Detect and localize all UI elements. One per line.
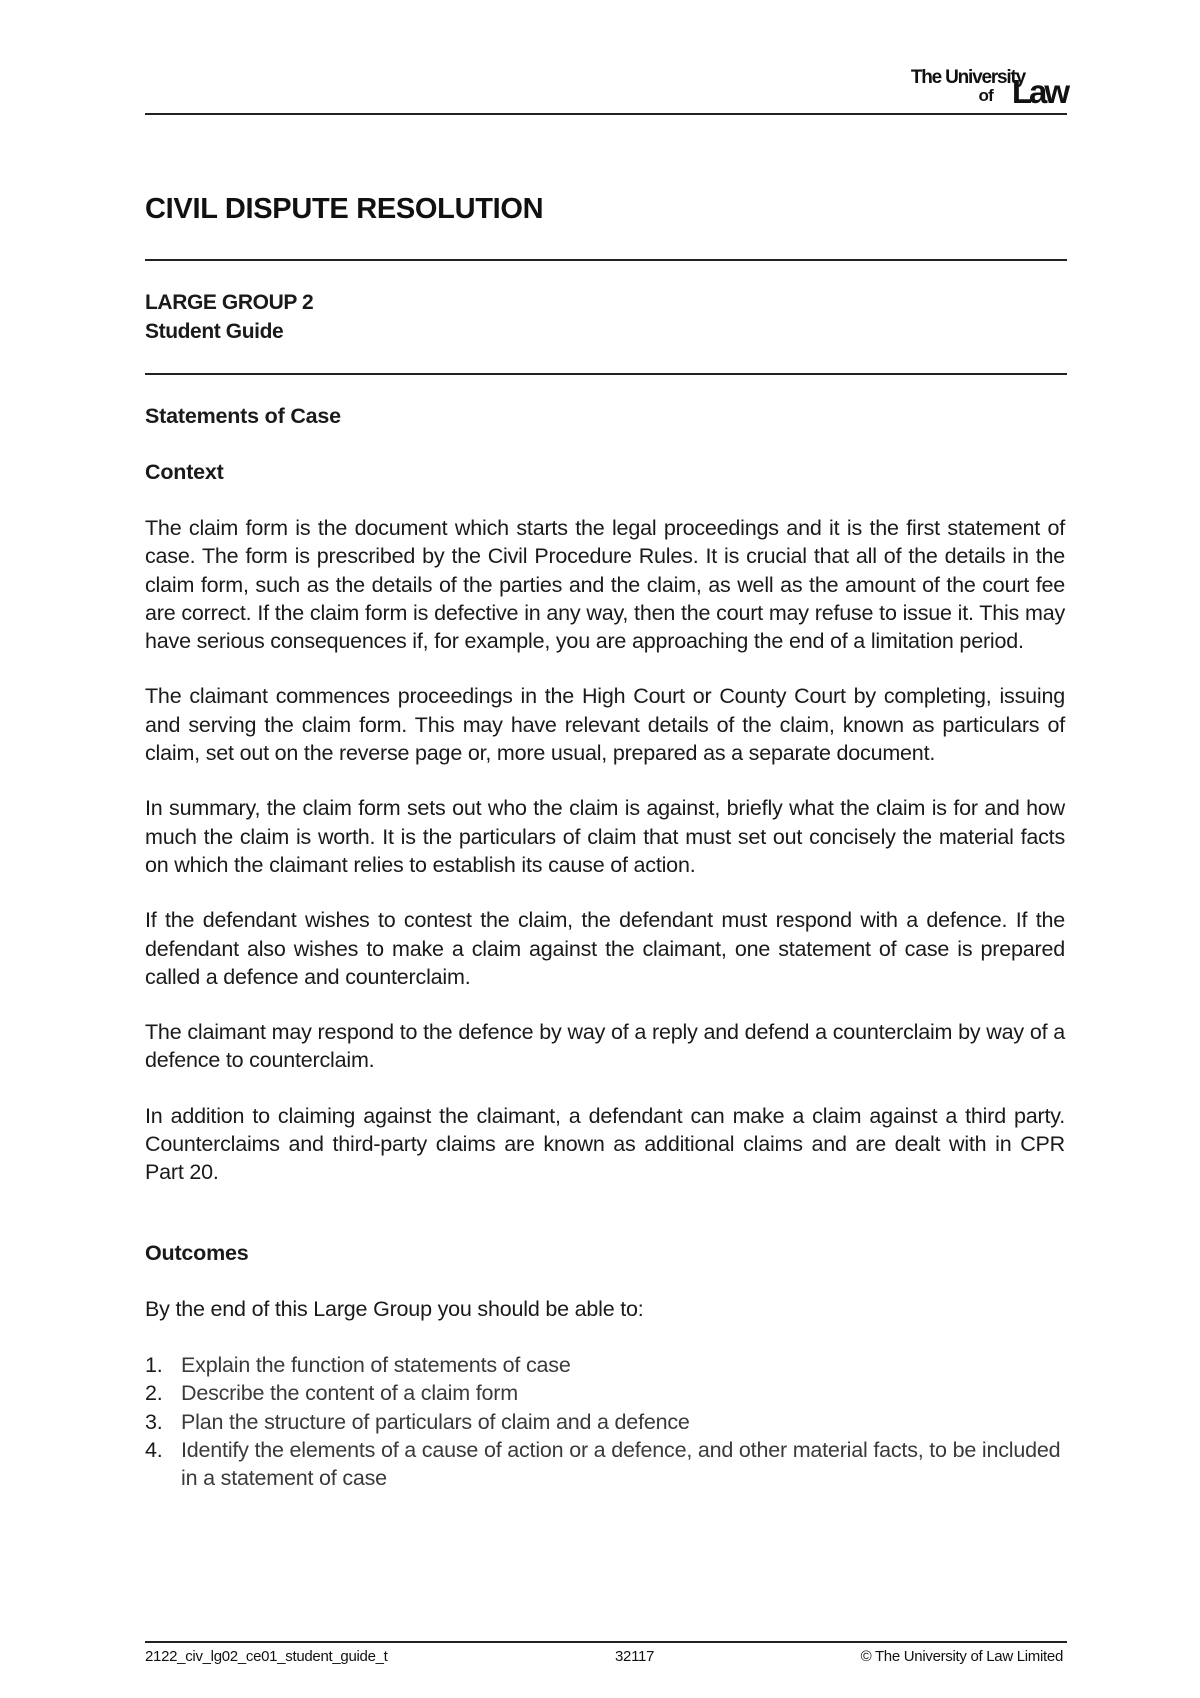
context-heading: Context <box>145 460 224 484</box>
footer-divider <box>145 1641 1067 1643</box>
title-divider <box>145 259 1067 261</box>
footer-code: 32117 <box>615 1648 655 1665</box>
document-body <box>145 402 1065 1492</box>
paragraph: In addition to claiming against the claimant, a defendant can make a claim against a third party. Counterclaims and third-party claims are known as additional claims and are dealt with in CPR Part 20. <box>145 1103 1065 1185</box>
logo-text-law: Law <box>1011 73 1067 110</box>
outcome-item <box>145 1408 1065 1436</box>
paragraph: The claimant commences proceedings in the High Court or County Court by completing, issuing and serving the claim form. This may have relevant details of the claim, known as particulars of claim, set out on the reverse page or, more usual, prepared as a separate document. <box>145 684 1065 766</box>
guide-label: Student Guide <box>145 320 284 343</box>
paragraph: In summary, the claim form sets out who the claim is against, briefly what the claim is for and how much the claim is worth. It is the particulars of claim that must set out concisely the material facts on which the claimant relies to establish its cause of action. <box>145 796 1065 877</box>
logo-text-of: of <box>978 86 993 105</box>
outcomes-heading: Outcomes <box>145 1240 249 1265</box>
header-divider <box>145 113 1067 115</box>
group-heading-block <box>145 288 313 346</box>
paragraph: The claim form is the document which starts the legal proceedings and it is the first statement of case. The form is prescribed by the Civil Procedure Rules. It is crucial that all of the details in the claim form, such as the details of the parties and the claim, as well as the amount of the court fee are correct. If the claim form is defective in any way, then the court may refuse to issue it. This may have serious consequences if, for example, you are approaching the end of a limitation period. <box>145 516 1065 654</box>
outcome-text: Plan the structure of particulars of claim and a defence <box>181 1409 690 1434</box>
footer-copyright: © The University of Law Limited <box>860 1648 1063 1665</box>
outcome-number: 3. <box>145 1409 163 1434</box>
outcome-item <box>145 1379 1065 1407</box>
paragraph: If the defendant wishes to contest the claim, the defendant must respond with a defence. If the defendant also wishes to make a claim against the claimant, one statement of case is prepared called a defence and counterclaim. <box>145 908 1065 989</box>
paragraph: The claimant may respond to the defence by way of a reply and defend a counterclaim by way of a defence to counterclaim. <box>145 1020 1065 1073</box>
logo-text-the-university: The University <box>910 67 1025 88</box>
outcome-item <box>145 1436 1065 1493</box>
group-label: LARGE GROUP 2 <box>145 291 314 314</box>
outcome-number: 4. <box>145 1437 163 1462</box>
outcomes-list <box>145 1351 1065 1492</box>
outcome-item <box>145 1351 1065 1379</box>
outcome-text: Explain the function of statements of case <box>181 1352 571 1377</box>
document-title: CIVIL DISPUTE RESOLUTION <box>145 193 544 225</box>
document-page <box>145 0 1067 1698</box>
outcomes-intro: By the end of this Large Group you should be able to: <box>145 1296 644 1321</box>
outcome-text: Identify the elements of a cause of action or a defence, and other material facts, to be included in a statement of case <box>181 1437 1061 1491</box>
section-heading: Statements of Case <box>145 404 341 428</box>
section-divider <box>145 373 1067 375</box>
outcome-number: 1. <box>145 1352 163 1377</box>
outcome-number: 2. <box>145 1381 163 1406</box>
outcome-text: Describe the content of a claim form <box>181 1381 518 1406</box>
university-logo <box>847 66 1067 110</box>
footer-file-reference: 2122_civ_lg02_ce01_student_guide_t <box>145 1648 388 1665</box>
